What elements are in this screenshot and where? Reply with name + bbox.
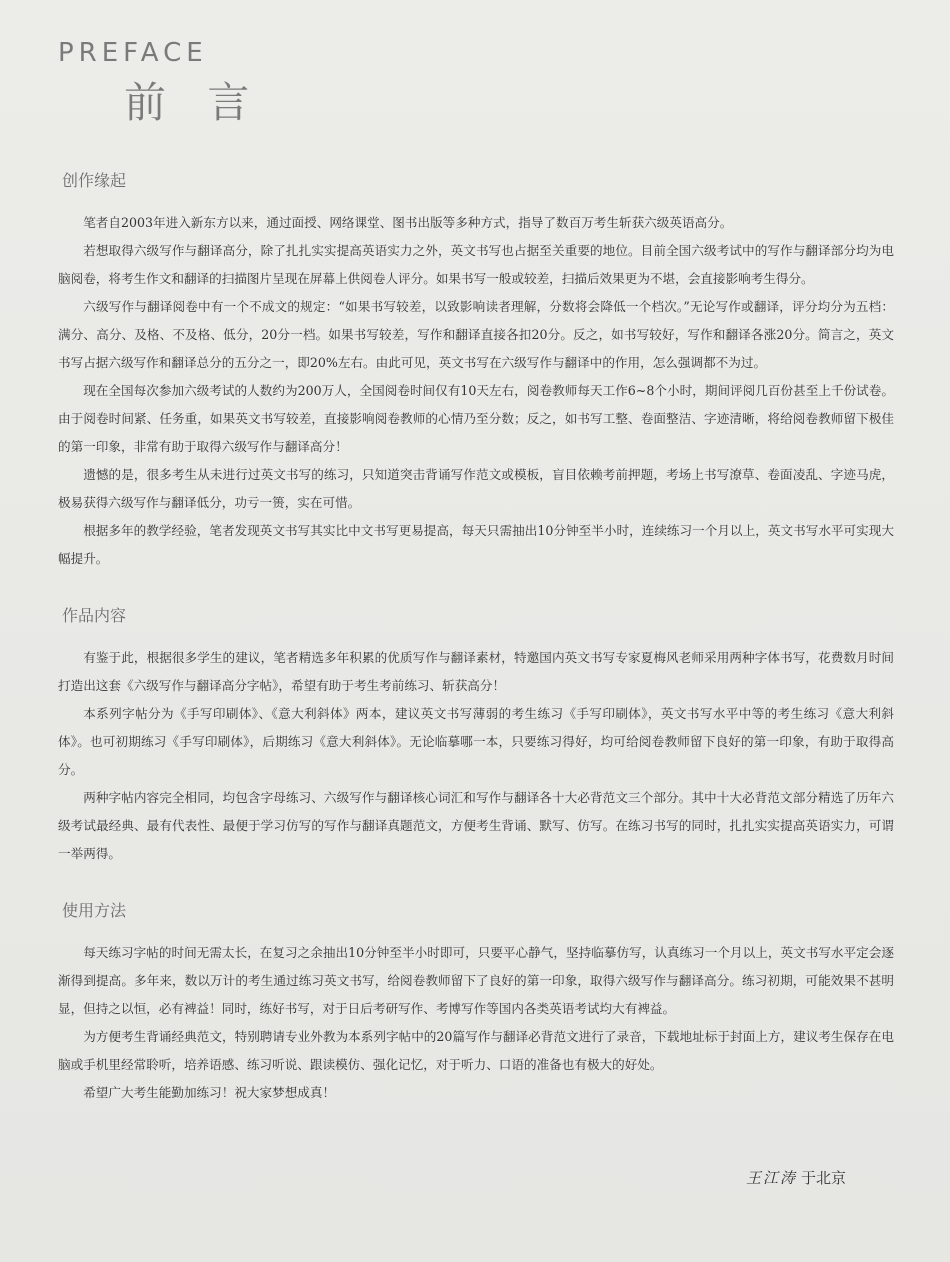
signature-name: 王江涛	[745, 1169, 797, 1187]
paragraph: 两种字帖内容完全相同，均包含字母练习、六级写作与翻译核心词汇和写作与翻译各十大必背范文三个部分。其中十大必背范文部分精选了历年六级考试最经典、最有代表性、最便于学习仿写的写作与翻译真题范文，方便考生背诵、默写、仿写。在练习书写的同时，扎扎实实提高英语实力，可谓一举两得。	[58, 790, 894, 861]
section-title-usage: 使用方法	[62, 901, 127, 920]
paragraph: 根据多年的教学经验，笔者发现英文书写其实比中文书写更易提高，每天只需抽出10分钟至半小时，连续练习一个月以上，英文书写水平可实现大幅提升。	[58, 523, 894, 566]
paragraph: 本系列字帖分为《手写印刷体》、《意大利斜体》两本，建议英文书写薄弱的考生练习《手写印刷体》，英文书写水平中等的考生练习《意大利斜体》。也可初期练习《手写印刷体》，后期练习《意大利斜体》。无论临摹哪一本，只要练习得好，均可给阅卷教师留下良好的第一印象，有助于取得高分。	[58, 706, 894, 777]
paragraph: 遗憾的是，很多考生从未进行过英文书写的练习，只知道突击背诵写作范文或模板，盲目依赖考前押题，考场上书写潦草、卷面凌乱、字迹马虎，极易获得六级写作与翻译低分，功亏一篑，实在可惜。	[58, 467, 894, 510]
paragraph: 每天练习字帖的时间无需太长，在复习之余抽出10分钟至半小时即可，只要平心静气，坚持临摹仿写，认真练习一个月以上，英文书写水平定会逐渐得到提高。多年来，数以万计的考生通过练习英文书写，给阅卷教师留下了良好的第一印象，取得六级写作与翻译高分。练习初期，可能效果不甚明显，但持之以恒，必有裨益！同时，练好书写，对于日后考研写作、考博写作等国内各类英语考试均大有裨益。	[58, 945, 894, 1016]
paragraph: 希望广大考生能勤加练习！祝大家梦想成真！	[83, 1085, 336, 1100]
paragraph: 有鉴于此，根据很多学生的建议，笔者精选多年积累的优质写作与翻译素材，特邀国内英文书写专家夏梅风老师采用两种字体书写，花费数月时间打造出这套《六级写作与翻译高分字帖》，希望有助于考生考前练习、斩获高分！	[58, 650, 894, 693]
preface-body	[58, 168, 894, 1107]
paragraph: 笔者自2003年进入新东方以来，通过面授、网络课堂、图书出版等多种方式，指导了数百万考生斩获六级英语高分。	[83, 215, 733, 230]
paragraph: 为方便考生背诵经典范文，特别聘请专业外教为本系列字帖中的20篇写作与翻译必背范文进行了录音，下载地址标于封面上方，建议考生保存在电脑或手机里经常聆听，培养语感、练习听说、跟读模仿、强化记忆，对于听力、口语的准备也有极大的好处。	[58, 1029, 894, 1072]
preface-title-en: PREFACE	[58, 38, 208, 68]
preface-title-cn: 前 言	[124, 78, 264, 127]
paragraph: 现在全国每次参加六级考试的人数约为200万人，全国阅卷时间仅有10天左右，阅卷教师每天工作6~8个小时，期间评阅几百份甚至上千份试卷。由于阅卷时间紧、任务重，如果英文书写较差，直接影响阅卷教师的心情乃至分数；反之，如书写工整、卷面整洁、字迹清晰，将给阅卷教师留下极佳的第一印象，非常有助于取得六级写作与翻译高分！	[58, 383, 894, 454]
section-title-content: 作品内容	[62, 606, 127, 625]
paragraph: 若想取得六级写作与翻译高分，除了扎扎实实提高英语实力之外，英文书写也占据至关重要的地位。目前全国六级考试中的写作与翻译部分均为电脑阅卷，将考生作文和翻译的扫描图片呈现在屏幕上供阅卷人评分。如果书写一般或较差，扫描后效果更为不堪，会直接影响考生得分。	[58, 243, 894, 286]
section-title-origin: 创作缘起	[62, 171, 127, 190]
signature-place: 于北京	[800, 1169, 846, 1187]
paragraph: 六级写作与翻译阅卷中有一个不成文的规定：“如果书写较差，以致影响读者理解，分数将会降低一个档次。”无论写作或翻译，评分均分为五档：满分、高分、及格、不及格、低分，20分一档。如果书写较差，写作和翻译直接各扣20分。反之，如书写较好，写作和翻译各涨20分。简言之，英文书写占据六级写作和翻译总分的五分之一，即20%左右。由此可见，英文书写在六级写作与翻译中的作用，怎么强调都不为过。	[58, 299, 894, 370]
signature	[746, 1167, 846, 1188]
